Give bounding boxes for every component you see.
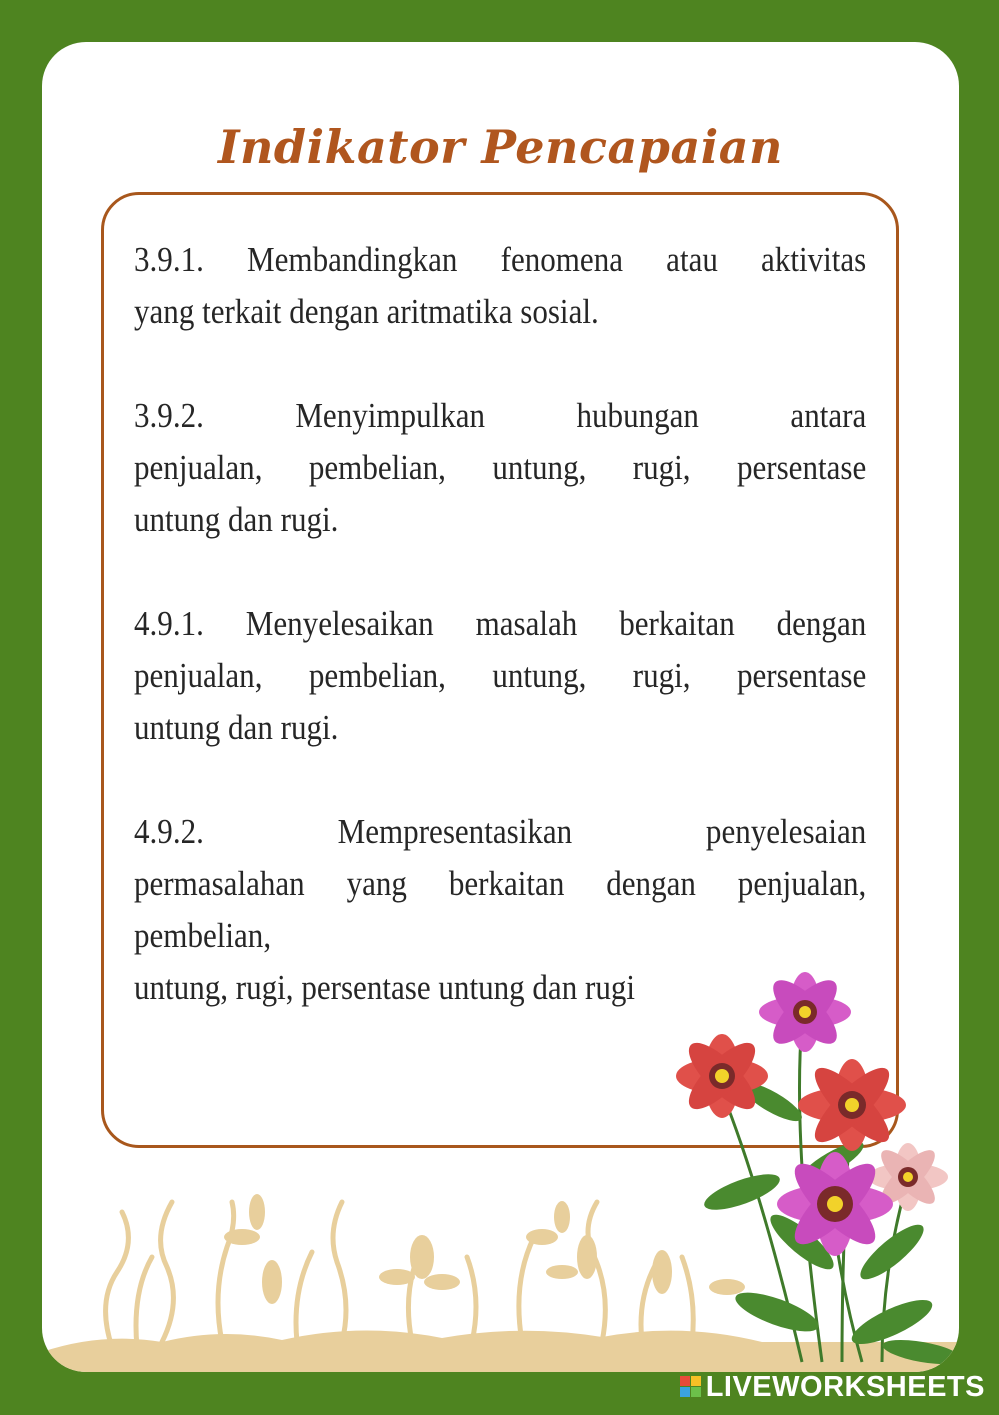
page-title: Indikator Pencapaian [217, 120, 784, 174]
indicator-line: yang terkait dengan aritmatika sosial. [134, 293, 599, 331]
liveworksheets-watermark: LIVEWORKSHEETS [705, 1370, 985, 1403]
indicator-line: 3.9.2. Menyimpulkan hubungan antara [134, 397, 867, 435]
indicator-line: 4.9.2. Mempresentasikan penyelesaian [134, 813, 867, 851]
indicator-line: untung dan rugi. [134, 501, 339, 539]
indicator-line: 3.9.1. Membandingkan fenomena atau aktivitas [134, 241, 867, 279]
indicator-line: penjualan, pembelian, untung, rugi, persentase [134, 657, 867, 695]
indicator-line: 4.9.1. Menyelesaikan masalah berkaitan dengan [134, 605, 867, 643]
liveworksheets-logo [680, 1369, 985, 1405]
page-card [42, 42, 959, 1372]
indicator-line: permasalahan yang berkaitan dengan penjualan, [134, 865, 867, 903]
indicator-item [134, 806, 866, 1014]
liveworksheets-icon [680, 1376, 702, 1398]
indicator-line: untung, rugi, persentase untung dan rugi [134, 969, 636, 1007]
indicator-item [134, 234, 866, 338]
indicator-list [134, 234, 867, 1066]
indicator-item [134, 390, 866, 546]
indicator-line: penjualan, pembelian, untung, rugi, persentase [134, 449, 867, 487]
indicator-item [134, 598, 866, 754]
indicator-line: untung dan rugi. [134, 709, 339, 747]
indicator-line: pembelian, [134, 917, 272, 955]
